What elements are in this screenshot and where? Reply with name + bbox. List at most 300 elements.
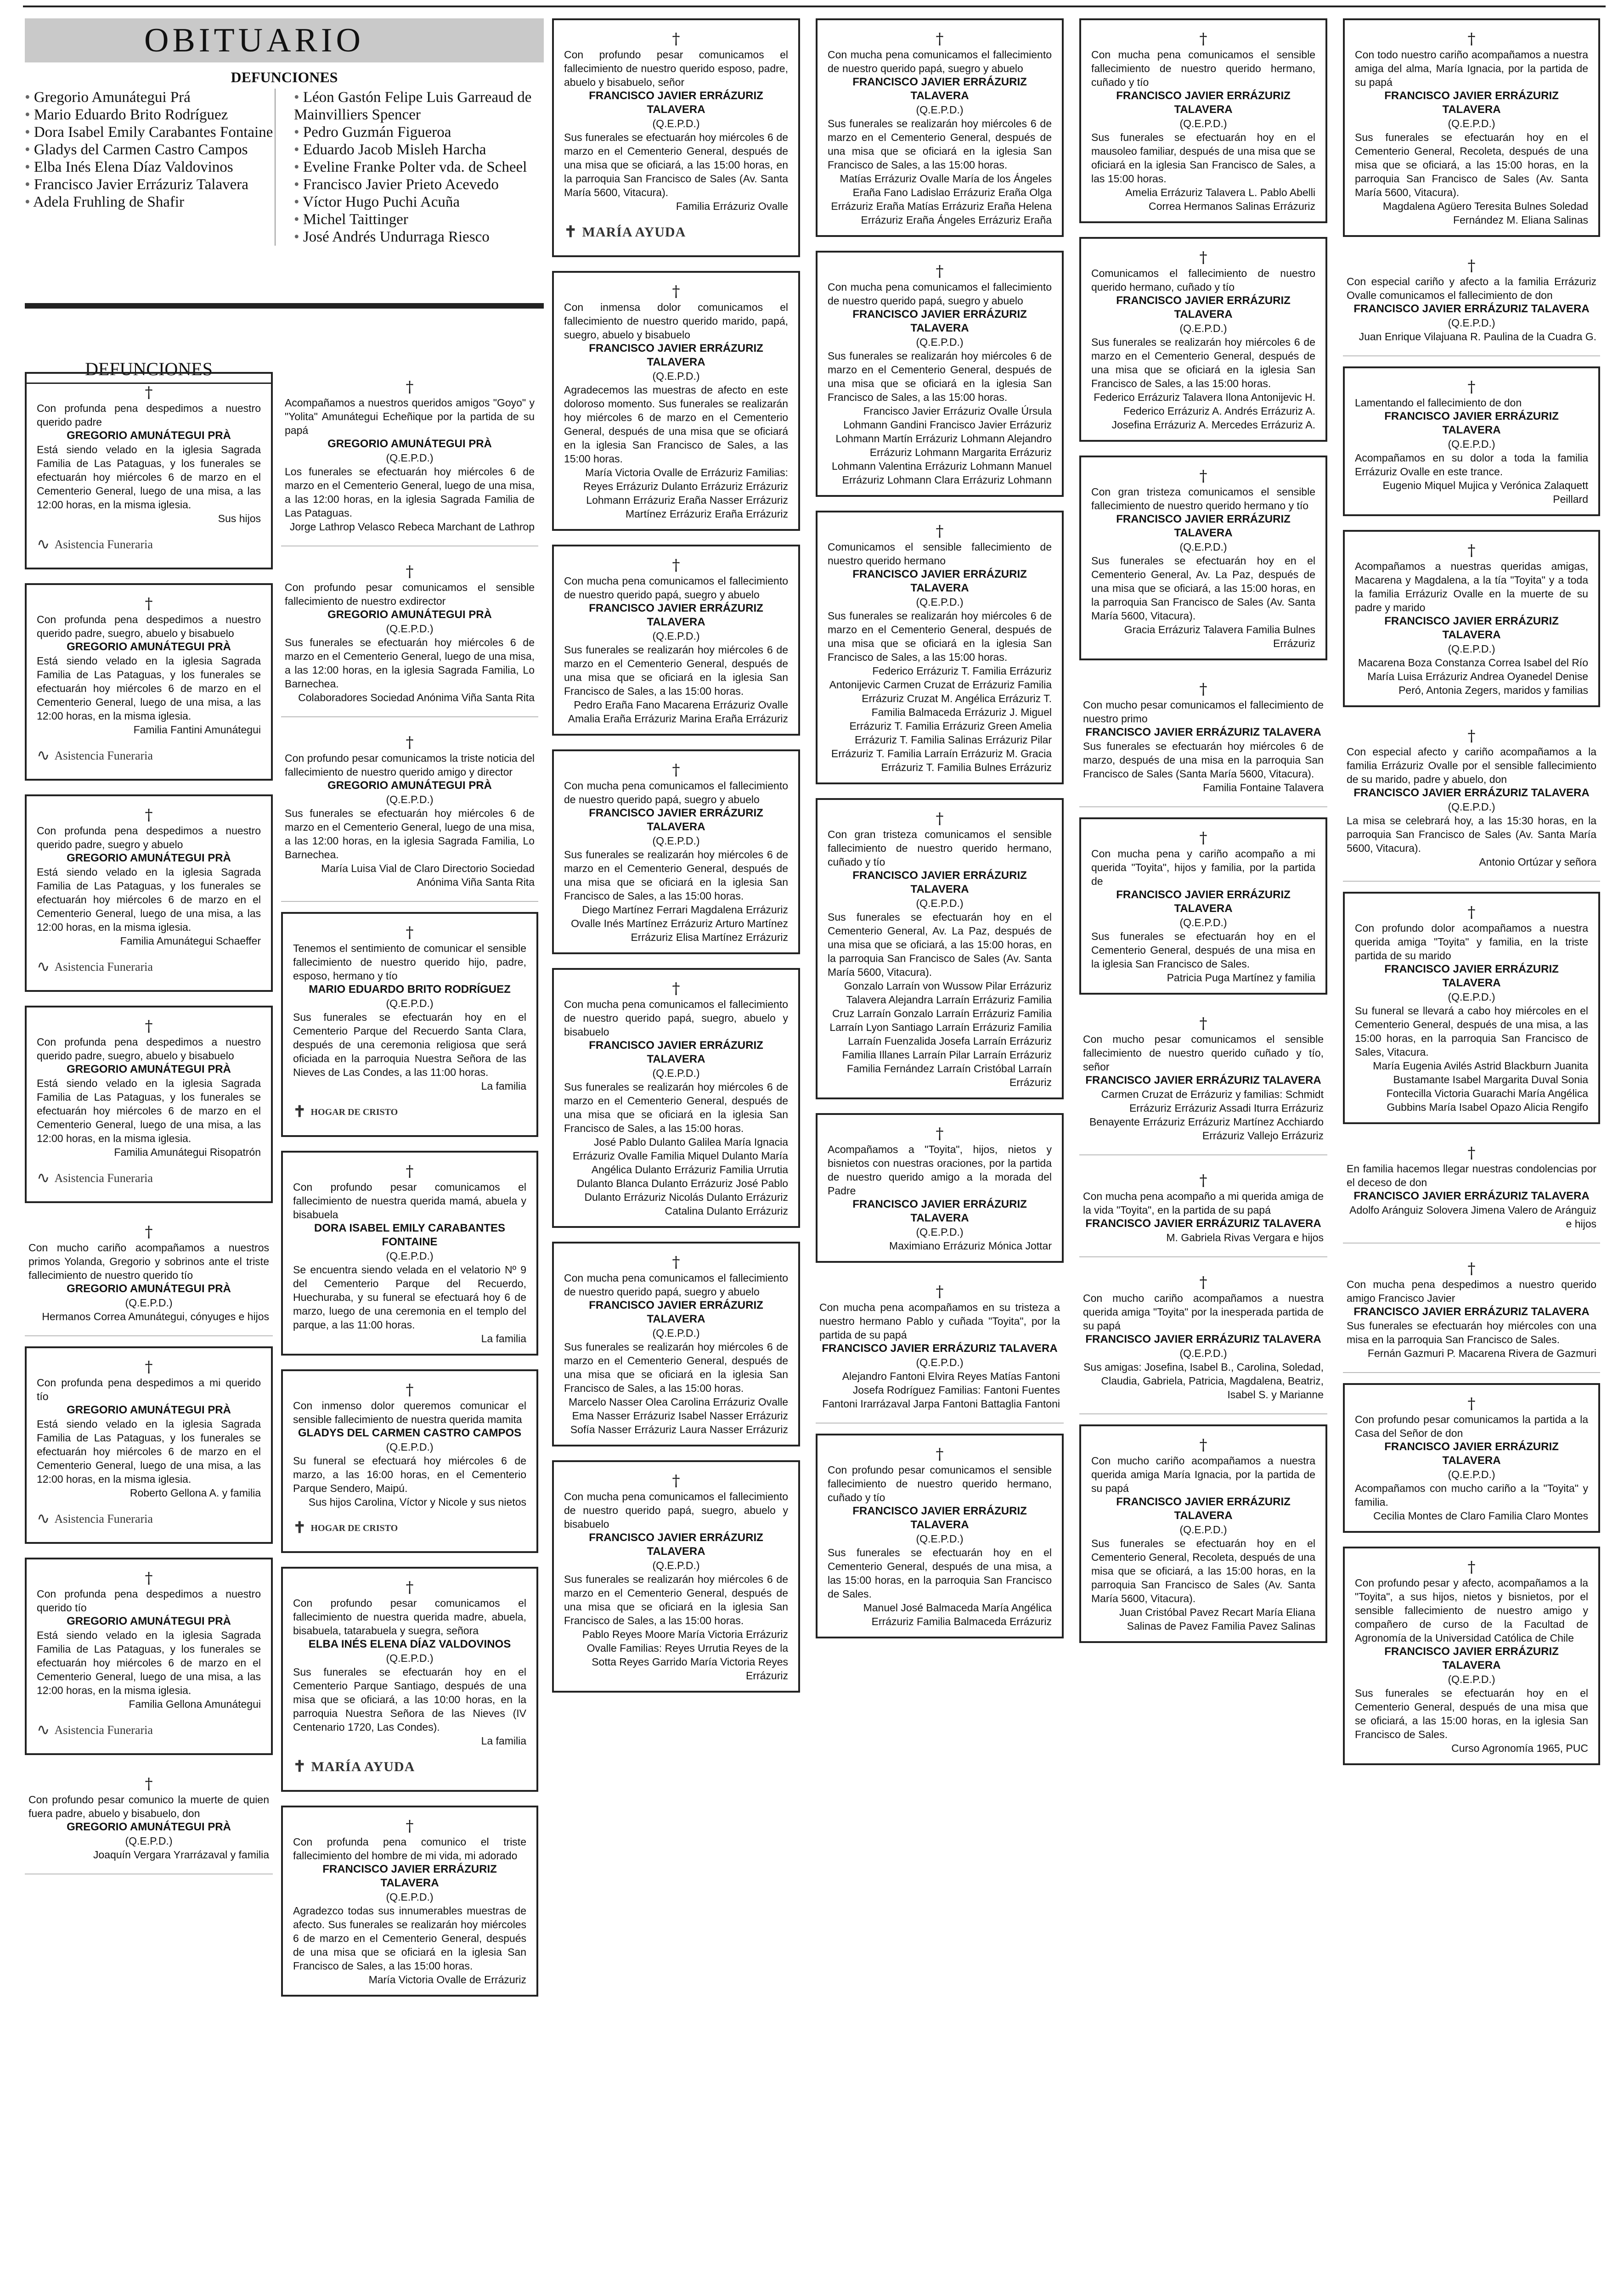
cross-icon: † [145,1223,153,1241]
deceased-name: FRANCISCO JAVIER ERRÁZURIZ TALAVERA [589,1531,763,1558]
obituary-notice [25,1769,273,1874]
notice-signature: Maximiano Errázuriz Mónica Jottar [889,1240,1052,1252]
cross-icon: † [936,1445,944,1463]
obituary-notice [281,912,538,1137]
cross-icon: † [406,733,414,752]
sponsor-name: Asistencia Funeraria [54,538,153,551]
sponsor-name: HOGAR DE CRISTO [310,1107,398,1117]
cross-icon: † [145,1569,153,1587]
funeral-details: Está siendo velado en la iglesia Sagrada Familia de Las Pataguas, y los funerales se efectuarán hoy miércoles 6 de marzo en el Cementerio General, luego de una misa, a las 12:00 horas, en la misma iglesia. [37,1077,261,1144]
sponsor-logo [37,952,261,982]
funeral-details: Está siendo velado en la iglesia Sagrada Familia de Las Pataguas, y los funerales se efectuarán hoy miércoles 6 de marzo en el Cementerio General, luego de una misa, a las 12:00 horas, en la misma iglesia. [37,1418,261,1485]
qepd-mark: (Q.E.P.D.) [916,897,964,909]
notice-signature: Jorge Lathrop Velasco Rebeca Marchant de Lathrop [289,521,535,533]
cross-icon: † [406,1162,414,1181]
deceased-name: FRANCISCO JAVIER ERRÁZURIZ TALAVERA [852,76,1027,102]
notice-signature: Manuel José Balmaceda María Angélica Errázuriz Familia Balmaceda Errázuriz [863,1602,1052,1627]
deceased-name: FRANCISCO JAVIER ERRÁZURIZ TALAVERA [1085,1333,1321,1345]
column-3 [552,18,800,1706]
notice-intro: Acompañamos a "Toyita", hijos, nietos y bisnietos con nuestras oraciones, por la partida de nuestro querido amigo a la morada del Padre [828,1143,1052,1197]
notice-signature: Sus hijos [218,512,261,524]
deceased-name: • Mario Eduardo Brito Rodríguez [25,106,275,124]
deceased-name: FRANCISCO JAVIER ERRÁZURIZ TALAVERA [1384,410,1559,436]
sponsor-logo [293,1514,526,1543]
deceased-name: • Gregorio Amunátegui Prá [25,89,275,106]
notice-intro: Comunicamos el fallecimiento de nuestro querido hermano, cuñado y tío [1091,267,1315,293]
qepd-mark: (Q.E.P.D.) [386,793,434,805]
funeral-details: Está siendo velado en la iglesia Sagrada Familia de Las Pataguas, y los funerales se efectuarán hoy miércoles 6 de marzo en el Cementerio General, luego de una misa, a las 12:00 horas, en la misma iglesia. [37,655,261,722]
notice-signature: Gonzalo Larraín von Wussow Pilar Errázuriz Talavera Alejandra Larraín Errázuriz Familia Cruz Larraín Gonzalo Larraín Errázuriz Familia Larraín Lyon Santiago Larraín Errázuriz Familia Larraín Fuenzalida Josefa Larraín Errázuriz Familia Illanes Larraín Pilar Larraín Errázuriz Familia Fernández Larraín Cristóbal Larraín Errázuriz [829,980,1052,1088]
sponsor-icon: ∿ [37,1722,50,1739]
obituary-notice [25,794,273,992]
qepd-mark: (Q.E.P.D.) [652,1559,700,1571]
obituary-notice [816,798,1064,1099]
funeral-details: Sus funerales se realizarán hoy miércoles 6 de marzo en el Cementerio General, después de una misa que se oficiará en la iglesia San Francisco de Sales, a las 15:00 horas. [564,1081,788,1134]
notice-intro: Tenemos el sentimiento de comunicar el sensible fallecimiento de nuestro querido hijo, padre, esposo, hermano y tío [293,942,526,982]
cross-icon: † [145,1358,153,1376]
deceased-name: DORA ISABEL EMILY CARABANTES FONTAINE [314,1222,506,1248]
qepd-mark: (Q.E.P.D.) [916,1533,964,1545]
notice-signature: Carmen Cruzat de Errázuriz y familias: Schmidt Errázuriz Errázuriz Assadi Iturra Errázuriz Benayente Errázuriz Errázuriz Martínez Acchiardo Errázuriz Vallejo Errázuriz [1089,1088,1324,1142]
obituary-notice [1079,817,1327,995]
funeral-details: Sus funerales se efectuarán hoy miércoles 6 de marzo en el Cementerio General, luego de una misa, a las 12:00 horas, en la iglesia Sagrada Familia, Lo Barnechea. [285,636,535,690]
sponsor-name: Asistencia Funeraria [54,960,153,974]
funeral-details: Sus funerales se efectuarán hoy miércoles 6 de marzo en el Cementerio General, después de una misa que se oficiará, a las 15:00 horas, en la parroquia San Francisco de Sales (Av. Santa María 5600, Vitacura). [564,131,788,198]
notice-intro: Con profundo dolor acompañamos a nuestra querida amiga "Toyita" y familia, en la triste partida de su marido [1355,922,1588,962]
column-4 [816,18,1064,1652]
deceased-name: GREGORIO AMUNÁTEGUI PRÀ [327,438,492,450]
notice-intro: Con profundo pesar y afecto, acompañamos a la "Toyita", a sus hijos, nietos y bisnietos, por el sensible fallecimiento de nuestro amigo y compañero de curso de la Facultad de Agronomía de la Universidad Católica de Chile [1355,1577,1588,1644]
notice-intro: Con inmenso dolor queremos comunicar el sensible fallecimiento de nuestra querida mamita [293,1400,526,1425]
notice-intro: Con gran tristeza comunicamos el sensible fallecimiento de nuestro querido hermano, cuñado y tío [828,828,1052,868]
deceased-name: FRANCISCO JAVIER ERRÁZURIZ TALAVERA [1353,1306,1590,1318]
sponsor-logo [564,218,788,247]
cross-icon: † [936,30,944,48]
notice-intro: Acompañamos a nuestras queridas amigas, Macarena y Magdalena, a la tía "Toyita" y a toda la familia Errázuriz Ovalle en la muerte de su padre y marido [1355,560,1588,613]
qepd-mark: (Q.E.P.D.) [386,452,434,464]
funeral-details: Sus funerales se realizarán hoy miércoles 6 de marzo en el Cementerio General, después de una misa que se oficiará en la iglesia San Francisco de Sales, a las 15:00 horas. [828,610,1052,663]
qepd-mark: (Q.E.P.D.) [125,1835,173,1847]
cross-icon: † [1199,467,1207,485]
notice-intro: Con mucha pena comunicamos el fallecimiento de nuestro querido papá, suegro y abuelo [564,780,788,805]
deceased-name: FRANCISCO JAVIER ERRÁZURIZ TALAVERA [1116,90,1291,116]
notice-intro: Con profunda pena despedimos a nuestro querido padre, suegro, abuelo y bisabuelo [37,613,261,639]
deceased-name: FRANCISCO JAVIER ERRÁZURIZ TALAVERA [852,1198,1027,1224]
notice-intro: Con especial afecto y cariño acompañamos a la familia Errázuriz Ovalle por el sensible fallecimiento de su marido, padre y abuelo, don [1347,746,1596,785]
qepd-mark: (Q.E.P.D.) [1179,541,1227,553]
notice-intro: Con mucho cariño acompañamos a nuestros primos Yolanda, Gregorio y sobrinos ante el triste fallecimiento de nuestro querido tío [28,1242,269,1281]
obituary-notice [281,1151,538,1356]
deceased-name: MARIO EDUARDO BRITO RODRÍGUEZ [309,983,511,996]
qepd-mark: (Q.E.P.D.) [652,370,700,382]
deceased-name: • Víctor Hugo Puchi Acuña [294,193,544,211]
column-6 [1343,18,1600,1779]
funeral-details: Acompañamos en su dolor a toda la familia Errázuriz Ovalle en este trance. [1355,452,1588,478]
cross-icon: † [406,563,414,581]
funeral-details: Está siendo velado en la iglesia Sagrada Familia de Las Pataguas, y los funerales se efectuarán hoy miércoles 6 de marzo en el Cementerio General, luego de una misa, a las 12:00 horas, en la misma iglesia. [37,1629,261,1696]
notice-signature: Marcelo Nasser Olea Carolina Errázuriz Ovalle Ema Nasser Errázuriz Isabel Nasser Errázuriz Sofía Nasser Errázuriz Laura Nasser Errázuriz [568,1396,788,1435]
qepd-mark: (Q.E.P.D.) [1179,118,1227,129]
notice-signature: Familia Amunátegui Risopatrón [114,1146,261,1158]
notice-intro: Con mucha pena comunicamos el fallecimiento de nuestro querido papá, suegro, abuelo y bisabuelo [564,998,788,1038]
notice-intro: Con inmensa dolor comunicamos el fallecimiento de nuestro querido marido, papá, suegro, abuelo y bisabuelo [564,301,788,341]
obituary-notice [816,1277,1064,1424]
notice-intro: Con especial cariño y afecto a la familia Errázuriz Ovalle comunicamos el fallecimiento de don [1347,276,1596,301]
deceased-name: FRANCISCO JAVIER ERRÁZURIZ TALAVERA [1384,90,1559,116]
obituary-notice [1343,1138,1600,1244]
qepd-mark: (Q.E.P.D.) [916,104,964,116]
cross-icon: † [406,1578,414,1597]
notice-signature: Francisco Javier Errázuriz Ovalle Úrsula Lohmann Gandini Francisco Javier Errázuriz Lohmann Martín Errázuriz Lohmann Alejandro Errázuriz Lohmann Margarita Errázuriz Lohmann Valentina Errázuriz Lohmann Manuel Errázuriz Lohmann Clara Errázuriz Lohmann [831,405,1052,486]
qepd-mark: (Q.E.P.D.) [652,1327,700,1339]
deceased-name: FRANCISCO JAVIER ERRÁZURIZ TALAVERA [1384,963,1559,989]
cross-icon: † [145,806,153,824]
notice-signature: Fernán Gazmuri P. Macarena Rivera de Gazmuri [1367,1347,1596,1359]
notice-intro: Con mucha pena comunicamos el fallecimiento de nuestro querido papá, suegro, abuelo y bisabuelo [564,1491,788,1530]
deceased-name: GREGORIO AMUNÁTEGUI PRÀ [67,1404,231,1416]
funeral-details: Sus funerales se efectuarán hoy miércoles 6 de marzo en el Cementerio General, luego de una misa, a las 12:00 horas, en la iglesia Sagrada Familia, Lo Barnechea. [285,807,535,861]
deceased-name: • Francisco Javier Errázuriz Talavera [25,176,275,193]
notice-signature: Familia Errázuriz Ovalle [676,200,788,212]
names-list-left [25,89,275,246]
cross-icon: † [1199,1436,1207,1454]
cross-icon: † [1199,1014,1207,1033]
obituary-notice [1343,721,1600,882]
cross-icon: † [406,1817,414,1835]
deceased-name: FRANCISCO JAVIER ERRÁZURIZ TALAVERA [822,1342,1058,1355]
notice-intro: Con profundo pesar comunicamos el fallecimiento de nuestro querido esposo, padre, abuelo y bisabuelo, señor [564,49,788,88]
funeral-details: Sus funerales se efectuarán hoy miércoles con una misa en la parroquia San Francisco de Sales. [1347,1320,1596,1345]
notice-signature: Macarena Boza Constanza Correa Isabel del Río María Luisa Errázuriz Andrea Oyanedel Denise Peró, Antonia Zegers, maridos y familias [1358,657,1588,696]
deceased-name: FRANCISCO JAVIER ERRÁZURIZ TALAVERA [589,1039,763,1065]
deceased-name: • Eduardo Jacob Misleh Harcha [294,141,544,158]
funeral-details: Acompañamos con mucho cariño a la "Toyita" y familia. [1355,1482,1588,1508]
qepd-mark: (Q.E.P.D.) [1448,1673,1495,1685]
cross-icon: † [1199,248,1207,267]
sponsor-icon: ✝ [293,1103,306,1120]
notice-intro: Con profunda pena despedimos a nuestro querido padre [37,402,261,428]
sponsor-icon: ∿ [37,536,50,553]
notice-signature: Roberto Gellona A. y familia [130,1487,261,1499]
qepd-mark: (Q.E.P.D.) [916,1226,964,1238]
qepd-mark: (Q.E.P.D.) [916,1356,964,1368]
deceased-name: FRANCISCO JAVIER ERRÁZURIZ TALAVERA [589,1299,763,1325]
page-title: OBITUARIO [144,21,364,59]
notice-intro: Lamentando el fallecimiento de don [1355,397,1522,409]
notice-intro: Con mucha pena comunicamos el fallecimiento de nuestro querido papá, suegro y abuelo [564,1272,788,1298]
notice-intro: Con profundo pesar comunicamos el sensible fallecimiento de nuestro exdirector [285,581,535,607]
cross-icon: † [406,1381,414,1399]
obituary-notice [1343,1254,1600,1373]
deceased-name: GREGORIO AMUNÁTEGUI PRÀ [67,1821,231,1833]
deceased-name: FRANCISCO JAVIER ERRÁZURIZ TALAVERA [1116,513,1291,539]
cross-icon: † [1467,727,1476,745]
deceased-name: FRANCISCO JAVIER ERRÁZURIZ TALAVERA [852,869,1027,895]
obituary-notice [552,545,800,736]
qepd-mark: (Q.E.P.D.) [386,997,434,1009]
obituary-notice [552,1460,800,1693]
notice-signature: Familia Fontaine Talavera [1203,782,1324,793]
notice-intro: Con mucha pena acompañamos en su tristeza a nuestro hermano Pablo y cuñada "Toyita", por la partida de su papá [819,1301,1060,1341]
obituary-notice [281,372,538,546]
deceased-name: FRANCISCO JAVIER ERRÁZURIZ TALAVERA [1353,1190,1590,1202]
obituary-notice [1079,1424,1327,1643]
qepd-mark: (Q.E.P.D.) [386,1652,434,1664]
deceased-name: FRANCISCO JAVIER ERRÁZURIZ TALAVERA [322,1863,497,1889]
qepd-mark: (Q.E.P.D.) [1448,118,1495,129]
cross-icon: † [672,556,680,574]
notice-signature: Diego Martínez Ferrari Magdalena Errázuriz Ovalle Inés Martínez Errázuriz Arturo Martínez Errázuriz Elisa Martínez Errázuriz [571,904,788,943]
obituary-notice [25,1346,273,1544]
deceased-index [25,89,544,246]
cross-icon: † [1467,30,1476,48]
funeral-details: Agradecemos las muestras de afecto en este doloroso momento. Sus funerales se realizarán hoy miércoles 6 de marzo en el Cementerio General, después de una misa que se oficiará en la iglesia San Francisco de Sales, a las 15:00 horas. [564,384,788,465]
notice-intro: Con mucha pena acompaño a mi querida amiga de la vida "Toyita", en la partida de su papá [1083,1190,1324,1216]
obituary-notice [1079,237,1327,442]
deceased-name: FRANCISCO JAVIER ERRÁZURIZ TALAVERA [1353,787,1590,799]
cross-icon: † [1467,1144,1476,1162]
notice-signature: María Victoria Ovalle de Errázuriz [368,1974,526,1986]
notice-signature: La familia [481,1735,526,1747]
notice-signature: Juan Cristóbal Pavez Recart María Eliana Salinas de Pavez Familia Pavez Salinas [1119,1606,1315,1632]
notice-signature: Sus hijos Carolina, Víctor y Nicole y sus nietos [308,1496,526,1508]
notice-intro: Con profundo pesar comunicamos el fallecimiento de nuestra querida madre, abuela, bisabuela, tatarabuela y suegra, señora [293,1597,526,1637]
qepd-mark: (Q.E.P.D.) [1179,322,1227,334]
funeral-details: Sus funerales se realizarán hoy miércoles 6 de marzo en el Cementerio General, después de una misa que se oficiará en la iglesia San Francisco de Sales, a las 15:00 horas. [564,644,788,697]
qepd-mark: (Q.E.P.D.) [1448,1469,1495,1480]
cross-icon: † [1467,257,1476,275]
obituary-notice [25,1006,273,1203]
column-2 [281,372,538,2010]
obituary-notice [552,1242,800,1446]
obituary-header [25,18,544,246]
notice-signature: La familia [481,1080,526,1092]
cross-icon: † [1467,1395,1476,1413]
deceased-name: • Pedro Guzmán Figueroa [294,124,544,141]
funeral-details: Sus funerales se realizarán hoy miércoles 6 de marzo en el Cementerio General, después de una misa que se oficiará en la iglesia San Francisco de Sales, a las 15:00 horas. [1091,336,1315,389]
cross-icon: † [1467,378,1476,396]
deceased-name: ELBA INÉS ELENA DÍAZ VALDOVINOS [308,1638,511,1650]
notice-signature: M. Gabriela Rivas Vergara e hijos [1166,1232,1324,1244]
defunciones-label: DEFUNCIONES [25,358,273,384]
cross-icon: † [672,30,680,48]
qepd-mark: (Q.E.P.D.) [916,336,964,348]
obituary-notice [281,727,538,902]
qepd-mark: (Q.E.P.D.) [1179,1347,1227,1359]
obituary-notice [281,1567,538,1792]
notice-signature: Matías Errázuriz Ovalle María de los Ángeles Eraña Fano Ladislao Errázuriz Eraña Olga Errázuriz Eraña Matías Errázuriz Eraña Helena Errázuriz Eraña Ángeles Errázuriz Eraña [831,173,1052,226]
obituary-notice [25,1217,273,1336]
notice-intro: Con gran tristeza comunicamos el sensible fallecimiento de nuestro querido hermano y tío [1091,486,1315,512]
cross-icon: † [1467,1558,1476,1576]
deceased-name: GREGORIO AMUNÁTEGUI PRÀ [67,641,231,653]
qepd-mark: (Q.E.P.D.) [1179,917,1227,929]
notice-intro: Con profunda pena despedimos a nuestro querido padre, suegro, abuelo y bisabuelo [37,1036,261,1062]
qepd-mark: (Q.E.P.D.) [652,1067,700,1079]
funeral-details: Sus funerales se efectuarán hoy en el mausoleo familiar, después de una misa que se oficiará en la iglesia San Francisco de Sales, a las 15:00 horas. [1091,131,1315,185]
deceased-name: FRANCISCO JAVIER ERRÁZURIZ TALAVERA [852,568,1027,594]
notice-signature: Amelia Errázuriz Talavera L. Pablo Abelli Correa Hermanos Salinas Errázuriz [1125,186,1315,212]
notice-signature: Cecilia Montes de Claro Familia Claro Montes [1373,1510,1588,1522]
sponsor-icon: ∿ [37,958,50,975]
cross-icon: † [672,979,680,998]
cross-icon: † [145,1017,153,1035]
obituary-notice [552,271,800,531]
column-1 [25,372,273,1885]
obituary-notice [1343,366,1600,516]
notice-signature: Gracia Errázuriz Talavera Familia Bulnes Errázuriz [1124,624,1315,649]
deceased-name: FRANCISCO JAVIER ERRÁZURIZ TALAVERA [1085,726,1321,738]
obituary-notice [1079,456,1327,660]
obituary-notice [281,1806,538,1997]
funeral-details: Sus funerales se efectuarán hoy miércoles 6 de marzo, después de una misa en la parroquia San Francisco de Sales (Santa María 5600, Vitacura). [1083,740,1324,780]
notice-intro: Con profundo pesar comunicamos la triste noticia del fallecimiento de nuestro querido amigo y director [285,752,535,778]
funeral-details: Sus funerales se efectuarán hoy en el Cementerio General, después de una misa, a las 15:00 horas, en la parroquia San Francisco de Sales. [828,1547,1052,1600]
obituary-notice [281,557,538,717]
cross-icon: † [406,378,414,396]
funeral-details: Sus funerales se efectuarán hoy en el Cementerio Parque Santiago, después de una misa que se oficiará, a las 10:00 horas, en la parroquia Nuestra Señora de las Nieves (IV Centenario 1720, Las Condes). [293,1666,526,1733]
deceased-name: FRANCISCO JAVIER ERRÁZURIZ TALAVERA [1353,303,1590,315]
sponsor-icon: ∿ [37,1510,50,1527]
notice-intro: Comunicamos el sensible fallecimiento de nuestro querido hermano [828,541,1052,567]
qepd-mark: (Q.E.P.D.) [386,1891,434,1903]
funeral-details: Sus funerales se realizarán hoy miércoles 6 de marzo en el Cementerio General, después de una misa que se oficiará en la iglesia San Francisco de Sales, a las 15:00 horas. [564,849,788,902]
obituary-notice [816,1434,1064,1638]
funeral-details: Agradezco todas sus innumerables muestras de afecto. Sus funerales se realizarán hoy miércoles 6 de marzo en el Cementerio General, después de una misa que se oficiará en la iglesia San Francisco de Sales, a las 15:00 horas. [293,1905,526,1972]
notice-signature: Juan Enrique Vilajuana R. Paulina de la Cuadra G. [1359,331,1596,343]
notice-intro: Con profunda pena despedimos a nuestro querido padre, suegro y abuelo [37,825,261,850]
cross-icon: † [936,810,944,828]
obituary-notice [1079,18,1327,223]
funeral-details: Sus funerales se realizarán hoy miércoles 6 de marzo en el Cementerio General, después de una misa que se oficiará en la iglesia San Francisco de Sales, a las 15:00 horas. [828,118,1052,171]
sponsor-icon: ✝ [293,1519,306,1536]
obituary-notice [816,1113,1064,1263]
obituary-notice [816,251,1064,497]
qepd-mark: (Q.E.P.D.) [386,623,434,635]
sponsor-name: MARÍA AYUDA [582,225,686,240]
sponsor-icon: ✝ [293,1758,307,1775]
notice-signature: Familia Gellona Amunátegui [129,1698,261,1710]
deceased-name: GREGORIO AMUNÁTEGUI PRÀ [67,1063,231,1075]
qepd-mark: (Q.E.P.D.) [652,835,700,847]
qepd-mark: (Q.E.P.D.) [1448,801,1495,813]
deceased-name: GREGORIO AMUNÁTEGUI PRÀ [67,1615,231,1627]
sponsor-name: MARÍA AYUDA [311,1759,415,1774]
funeral-details: Sus funerales se realizarán hoy miércoles 6 de marzo en el Cementerio General, después de una misa que se oficiará en la iglesia San Francisco de Sales, a las 15:00 horas. [828,350,1052,403]
funeral-details: Sus funerales se efectuarán hoy en el Cementerio General, después de una misa en la iglesia San Francisco de Sales. [1091,930,1315,970]
deceased-name: FRANCISCO JAVIER ERRÁZURIZ TALAVERA [1085,1074,1321,1086]
deceased-name: • Léon Gastón Felipe Luis Garreaud de Mainvilliers Spencer [294,89,544,124]
obituary-notice [1343,530,1600,707]
notice-intro: Con mucho cariño acompañamos a nuestra querida amiga "Toyita" por la inesperada partida de su papá [1083,1292,1324,1332]
deceased-name: • José Andrés Undurraga Riesco [294,228,544,246]
obituary-notice [25,1558,273,1755]
funeral-details: Sus funerales se realizarán hoy miércoles 6 de marzo en el Cementerio General, después de una misa que se oficiará en la iglesia San Francisco de Sales, a las 15:00 horas. [564,1573,788,1626]
notice-intro: Con profunda pena despedimos a nuestro querido tío [37,1588,261,1614]
deceased-name: FRANCISCO JAVIER ERRÁZURIZ TALAVERA [589,342,763,368]
obituary-banner [25,18,544,62]
sponsor-logo [37,1164,261,1193]
sponsor-name: Asistencia Funeraria [54,1512,153,1525]
notice-signature: María Eugenia Avilés Astrid Blackburn Juanita Bustamante Isabel Margarita Duval Sonia Fontecilla Victoria Guarachi María Angélica Gubbins María Isabel Opazo Alicia Rengifo [1373,1060,1588,1113]
deceased-name: GREGORIO AMUNÁTEGUI PRÀ [327,779,492,792]
deceased-name: FRANCISCO JAVIER ERRÁZURIZ TALAVERA [1116,889,1291,915]
cross-icon: † [936,262,944,281]
obituary-notice [552,968,800,1228]
cross-icon: † [145,1775,153,1793]
cross-icon: † [672,1472,680,1490]
sponsor-name: HOGAR DE CRISTO [310,1523,398,1533]
qepd-mark: (Q.E.P.D.) [1448,643,1495,655]
notice-intro: Con profundo pesar comunicamos la partida a la Casa del Señor de don [1355,1413,1588,1439]
cross-icon: † [936,1125,944,1143]
notice-signature: María Luisa Vial de Claro Directorio Sociedad Anónima Viña Santa Rita [321,862,535,888]
notice-intro: Con mucha pena comunicamos el sensible fallecimiento de nuestro querido hermano, cuñado y tío [1091,49,1315,88]
names-list-right [275,89,544,246]
notice-signature: Joaquín Vergara Yrarrázaval y familia [93,1849,269,1861]
funeral-details: Sus funerales se realizarán hoy miércoles 6 de marzo en el Cementerio General, después de una misa que se oficiará en la iglesia San Francisco de Sales, a las 15:00 horas. [564,1341,788,1394]
deceased-name: FRANCISCO JAVIER ERRÁZURIZ TALAVERA [1384,615,1559,641]
notice-intro: En familia hacemos llegar nuestras condolencias por el deceso de don [1347,1163,1596,1188]
funeral-details: Los funerales se efectuarán hoy miércoles 6 de marzo en el Cementerio General, luego de una misa, a las 12:00 horas, en la iglesia Sagrada Familia de Las Pataguas. [285,466,535,519]
qepd-mark: (Q.E.P.D.) [1448,991,1495,1003]
obituary-notice [1343,18,1600,237]
obituary-notice [1079,674,1327,807]
qepd-mark: (Q.E.P.D.) [1448,438,1495,450]
deceased-name: FRANCISCO JAVIER ERRÁZURIZ TALAVERA [1384,1645,1559,1671]
obituary-notice [25,583,273,781]
obituary-notice [25,372,273,569]
notice-signature: Antonio Ortúzar y señora [1479,856,1596,868]
cross-icon: † [672,761,680,779]
sponsor-logo [37,530,261,559]
deceased-name: FRANCISCO JAVIER ERRÁZURIZ TALAVERA [1116,1496,1291,1522]
sponsor-logo [293,1097,526,1127]
cross-icon: † [936,1283,944,1301]
deceased-name: GLADYS DEL CARMEN CASTRO CAMPOS [298,1427,522,1439]
qepd-mark: (Q.E.P.D.) [386,1250,434,1262]
funeral-details: Sus funerales se efectuarán hoy en el Cementerio General, Recoleta, después de una misa que se oficiará, a las 15:00 horas, en la parroquia San Francisco de Sales (Av. Santa María 5600, Vitacura). [1091,1537,1315,1604]
notice-intro: Con mucha pena despedimos a nuestro querido amigo Francisco Javier [1347,1278,1596,1304]
deceased-name: FRANCISCO JAVIER ERRÁZURIZ TALAVERA [589,602,763,628]
qepd-mark: (Q.E.P.D.) [386,1441,434,1453]
notice-intro: Con todo nuestro cariño acompañamos a nuestra amiga del alma, María Ignacia, por la partida de su papá [1355,49,1588,88]
sponsor-icon: ✝ [564,224,578,241]
notice-signature: Hermanos Correa Amunátegui, cónyuges e hijos [42,1311,269,1322]
notice-intro: Con mucha pena y cariño acompaño a mi querida "Toyita", hijos y familia, por la partida de [1091,848,1315,887]
funeral-details: Su funeral se efectuará hoy miércoles 6 de marzo, a las 16:00 horas, en el Cementerio Parque Sendero, Maipú. [293,1455,526,1494]
cross-icon: † [1467,903,1476,922]
cross-icon: † [1467,541,1476,560]
obituary-notice [816,18,1064,237]
funeral-details: Sus funerales se efectuarán hoy en el Cementerio General, después de una misa que se oficiará, a las 15:00 horas, en la iglesia San Francisco de Sales. [1355,1687,1588,1740]
deceased-name: • Gladys del Carmen Castro Campos [25,141,275,158]
notice-intro: Con mucha pena comunicamos el fallecimiento de nuestro querido papá, suegro y abuelo [828,49,1052,74]
notice-signature: Eugenio Miquel Mujica y Verónica Zalaquett Peillard [1382,479,1588,505]
notice-signature: Curso Agronomía 1965, PUC [1451,1742,1588,1754]
deceased-name: GREGORIO AMUNÁTEGUI PRÀ [67,852,231,864]
cross-icon: † [1199,829,1207,847]
obituary-notice [1079,1008,1327,1155]
notice-signature: Federico Errázuriz T. Familia Errázuriz Antonijevic Carmen Cruzat de Errázuriz Familia Errázuriz Cruzat M. Angélica Errázuriz T. Familia Balmaceda Errázuriz J. Miguel Errázuriz T. Familia Errázuriz Green Amelia Errázuriz T. Familia Salinas Errázuriz Pilar Errázuriz T. Familia Larraín Errázuriz M. Gracia Errázuriz T. Familia Bulnes Errázuriz [829,665,1052,773]
deceased-name: FRANCISCO JAVIER ERRÁZURIZ TALAVERA [852,1505,1027,1531]
notice-intro: Con profundo pesar comunicamos el fallecimiento de nuestra querida mamá, abuela y bisabuela [293,1181,526,1221]
cross-icon: † [145,383,153,402]
qepd-mark: (Q.E.P.D.) [125,1297,173,1309]
notice-intro: Con mucho pesar comunicamos el sensible fallecimiento de nuestro querido cuñado y tío, señor [1083,1033,1324,1073]
notice-intro: Con profundo pesar comunico la muerte de quien fuera padre, abuelo y bisabuelo, don [28,1794,269,1819]
sponsor-logo [293,1752,526,1782]
